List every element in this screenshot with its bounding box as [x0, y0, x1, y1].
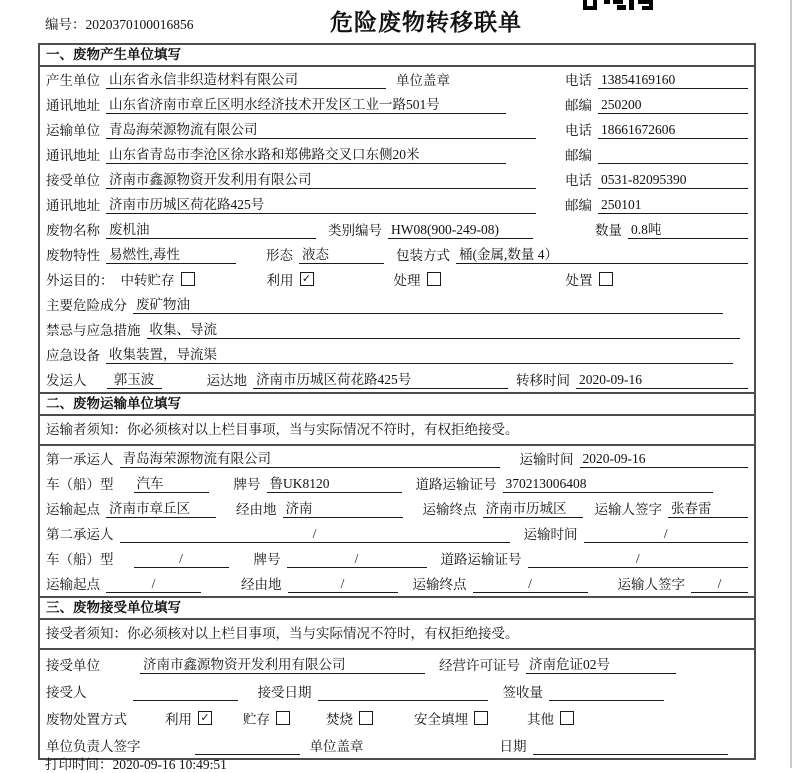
option-label: 其他 — [527, 712, 554, 727]
acceptor-value — [133, 683, 238, 701]
address-label: 通讯地址 — [46, 198, 100, 213]
receiver-address-value: 济南市历城区荷花路425号 — [106, 196, 536, 214]
section3-header: 三、废物接受单位填写 — [40, 596, 754, 620]
carrier2-origin-value: / — [106, 575, 201, 593]
carrier2-value: / — [120, 525, 510, 543]
destination-label: 运达地 — [206, 373, 247, 388]
packing-value: 桶(金属,数量 4） — [456, 246, 748, 264]
transporter-sign-label: 运输人签字 — [594, 502, 662, 517]
shipper-row — [40, 367, 754, 392]
phone-label: 电话 — [565, 173, 592, 188]
receiver-phone-value: 0531-82095390 — [598, 171, 748, 189]
document-number-label: 编号： — [45, 17, 86, 32]
disposal-option-other — [527, 708, 574, 728]
transporter-sign-label: 运输人签字 — [617, 577, 685, 592]
purpose-option-dispose — [566, 269, 613, 289]
zip-label: 邮编 — [565, 148, 592, 163]
receiver-row — [40, 167, 754, 192]
receiver-label: 接受单位 — [46, 173, 100, 188]
address-label: 通讯地址 — [46, 148, 100, 163]
zip-label: 邮编 — [565, 198, 592, 213]
qr-code-fragment — [583, 0, 653, 11]
seal-date-value — [533, 737, 729, 755]
phone-label: 电话 — [565, 73, 592, 88]
purpose-option-transfer-storage — [121, 269, 195, 289]
waste-name-label: 废物名称 — [46, 223, 100, 238]
hazard-value: 废矿物油 — [133, 296, 723, 314]
carrier1-end-value: 济南市历城区 — [483, 500, 583, 518]
disposal-option-utilize — [165, 708, 212, 728]
carrier2-label: 第二承运人 — [46, 527, 114, 542]
transporter-phone-value: 18661672606 — [598, 121, 748, 139]
carrier1-sign-value: 张春雷 — [668, 500, 748, 518]
license-label: 经营许可证号 — [439, 658, 520, 673]
seal-date-label: 日期 — [499, 739, 527, 754]
checkbox-icon — [599, 272, 613, 286]
emergency-row — [40, 317, 754, 342]
checkbox-icon — [427, 272, 441, 286]
license-value: 济南危证02号 — [526, 656, 676, 674]
carrier1-vehicle-value: 汽车 — [134, 475, 209, 493]
producer-zip-value: 250200 — [598, 96, 748, 114]
manifest-form — [38, 43, 756, 760]
document-number-value: 2020370100016856 — [85, 17, 194, 32]
section1-header: 一、废物产生单位填写 — [40, 45, 754, 67]
disposal-option-storage — [243, 708, 290, 728]
shipper-value: 郭玉波 — [107, 371, 162, 389]
carrier1-via-value: 济南 — [283, 500, 403, 518]
endpoint-label: 运输终点 — [422, 502, 477, 517]
plate-label: 牌号 — [253, 552, 281, 567]
origin-label: 运输起点 — [46, 502, 100, 517]
road-permit-label: 道路运输证号 — [440, 552, 522, 567]
option-label: 贮存 — [243, 712, 270, 727]
carrier2-plate-value: / — [287, 550, 427, 568]
section2-header: 二、废物运输单位填写 — [40, 392, 754, 416]
section1-body — [40, 67, 754, 392]
page-edge-line — [790, 0, 792, 768]
checkbox-icon — [474, 711, 488, 725]
waste-character-row — [40, 242, 754, 267]
responsible-sign-label: 单位负责人签字 — [46, 739, 141, 754]
option-label: 安全填埋 — [414, 712, 468, 727]
endpoint-label: 运输终点 — [412, 577, 467, 592]
accept-unit-row — [40, 650, 754, 677]
vehicle-type-label: 车（船）型 — [46, 477, 114, 492]
option-label: 处置 — [565, 273, 593, 288]
unit-seal-label: 单位盖章 — [396, 73, 450, 88]
checkbox-icon — [560, 711, 574, 725]
equipment-value: 收集装置，导流渠 — [106, 346, 733, 364]
disposal-method-row — [40, 704, 754, 731]
hazard-label: 主要危险成分 — [46, 298, 127, 313]
purpose-row — [40, 267, 754, 292]
vehicle-type-label: 车（船）型 — [46, 552, 114, 567]
disposal-option-landfill — [414, 708, 488, 728]
transporter-zip-value — [598, 146, 748, 164]
option-label: 焚烧 — [326, 712, 353, 727]
acceptor-label: 接受人 — [46, 685, 87, 700]
accept-unit-label: 接受单位 — [46, 658, 100, 673]
purpose-label: 外运目的： — [46, 273, 114, 288]
transporter-row — [40, 117, 754, 142]
producer-phone-value: 13854169160 — [598, 71, 748, 89]
carrier1-plate-value: 鲁UK8120 — [267, 475, 402, 493]
equipment-label: 应急设备 — [46, 348, 100, 363]
transporter-address-value: 山东省青岛市李沧区徐水路和郑佛路交叉口东侧20米 — [106, 146, 506, 164]
purpose-option-utilize — [267, 269, 314, 289]
checkbox-checked-icon: ✓ — [300, 272, 314, 286]
section3-body — [40, 650, 754, 758]
option-label: 处理 — [393, 273, 421, 288]
checkbox-icon — [276, 711, 290, 725]
producer-label: 产生单位 — [46, 73, 100, 88]
disposal-option-incinerate — [326, 708, 373, 728]
hazard-row — [40, 292, 754, 317]
section2-notice: 运输者须知：你必须核对以上栏目事项，当与实际情况不符时，有权拒绝接受。 — [40, 416, 754, 446]
character-value: 易燃性,毒性 — [106, 246, 236, 264]
carrier1-time-value: 2020-09-16 — [580, 450, 749, 468]
phone-label: 电话 — [565, 123, 592, 138]
shipper-label: 发运人 — [46, 373, 87, 388]
carrier1-row — [40, 446, 754, 471]
option-label: 利用 — [266, 273, 294, 288]
carrier1-route-row — [40, 496, 754, 521]
option-label: 利用 — [165, 712, 192, 727]
document-number — [45, 13, 194, 33]
section3-notice: 接受者须知：你必须核对以上栏目事项，当与实际情况不符时，有权拒绝接受。 — [40, 620, 754, 650]
waste-name-value: 废机油 — [106, 221, 316, 239]
zip-label: 邮编 — [565, 98, 592, 113]
transfer-date-label: 转移时间 — [516, 373, 570, 388]
accept-date-label: 接受日期 — [257, 685, 312, 700]
accept-date-value — [318, 683, 488, 701]
signed-amount-label: 签收量 — [502, 685, 543, 700]
equipment-row — [40, 342, 754, 367]
print-timestamp: 打印时间：2020-09-16 10:49:51 — [45, 757, 227, 772]
category-value: HW08(900-249-08) — [388, 221, 533, 239]
acceptor-row — [40, 677, 754, 704]
receiver-address-row — [40, 192, 754, 217]
transfer-date-value: 2020-09-16 — [576, 371, 748, 389]
carrier1-value: 青岛海荣源物流有限公司 — [120, 450, 500, 468]
producer-address-row — [40, 92, 754, 117]
producer-address-value: 山东省济南市章丘区明水经济技术开发区工业一路501号 — [106, 96, 506, 114]
via-label: 经由地 — [236, 502, 277, 517]
form-label: 形态 — [266, 248, 293, 263]
carrier1-vehicle-row — [40, 471, 754, 496]
carrier1-origin-value: 济南市章丘区 — [106, 500, 216, 518]
section2-body — [40, 446, 754, 596]
checkbox-icon — [359, 711, 373, 725]
transporter-value: 青岛海荣源物流有限公司 — [106, 121, 536, 139]
carrier2-vehicle-value: / — [134, 550, 229, 568]
carrier2-time-value: / — [584, 525, 749, 543]
destination-value: 济南市历城区荷花路425号 — [253, 371, 508, 389]
carrier2-sign-value: / — [691, 575, 748, 593]
packing-label: 包装方式 — [396, 248, 450, 263]
checkbox-icon — [181, 272, 195, 286]
carrier1-permit-value: 370213006408 — [503, 475, 713, 493]
carrier2-row — [40, 521, 754, 546]
producer-value: 山东省永信非织造材料有限公司 — [106, 71, 386, 89]
address-label: 通讯地址 — [46, 98, 100, 113]
category-label: 类别编号 — [328, 223, 382, 238]
carrier2-end-value: / — [473, 575, 588, 593]
transporter-address-row — [40, 142, 754, 167]
receiver-zip-value: 250101 — [598, 196, 748, 214]
carrier2-permit-value: / — [528, 550, 749, 568]
carrier2-route-row — [40, 571, 754, 596]
producer-row — [40, 67, 754, 92]
character-label: 废物特性 — [46, 248, 100, 263]
carrier2-via-value: / — [288, 575, 398, 593]
carrier2-vehicle-row — [40, 546, 754, 571]
disposal-method-label: 废物处置方式 — [46, 712, 127, 727]
waste-name-row — [40, 217, 754, 242]
signed-amount-value — [549, 683, 664, 701]
unit-seal-label: 单位盖章 — [309, 739, 364, 754]
origin-label: 运输起点 — [46, 577, 100, 592]
plate-label: 牌号 — [233, 477, 261, 492]
road-permit-label: 道路运输证号 — [415, 477, 497, 492]
page-title: 危险废物转移联单 — [330, 10, 522, 35]
transport-time-label: 运输时间 — [523, 527, 578, 542]
carrier1-label: 第一承运人 — [46, 452, 114, 467]
quantity-label: 数量 — [595, 223, 622, 238]
emergency-label: 禁忌与应急措施 — [46, 323, 141, 338]
accept-unit-value: 济南市鑫源物资开发利用有限公司 — [140, 656, 425, 674]
receiver-value: 济南市鑫源物资开发利用有限公司 — [106, 171, 536, 189]
transport-time-label: 运输时间 — [519, 452, 574, 467]
option-label: 中转贮存 — [120, 273, 175, 288]
form-value: 液态 — [299, 246, 384, 264]
purpose-option-treat — [394, 269, 441, 289]
checkbox-checked-icon: ✓ — [198, 711, 212, 725]
emergency-value: 收集、导流 — [147, 321, 741, 339]
transporter-label: 运输单位 — [46, 123, 100, 138]
quantity-value: 0.8吨 — [628, 221, 748, 239]
via-label: 经由地 — [241, 577, 282, 592]
